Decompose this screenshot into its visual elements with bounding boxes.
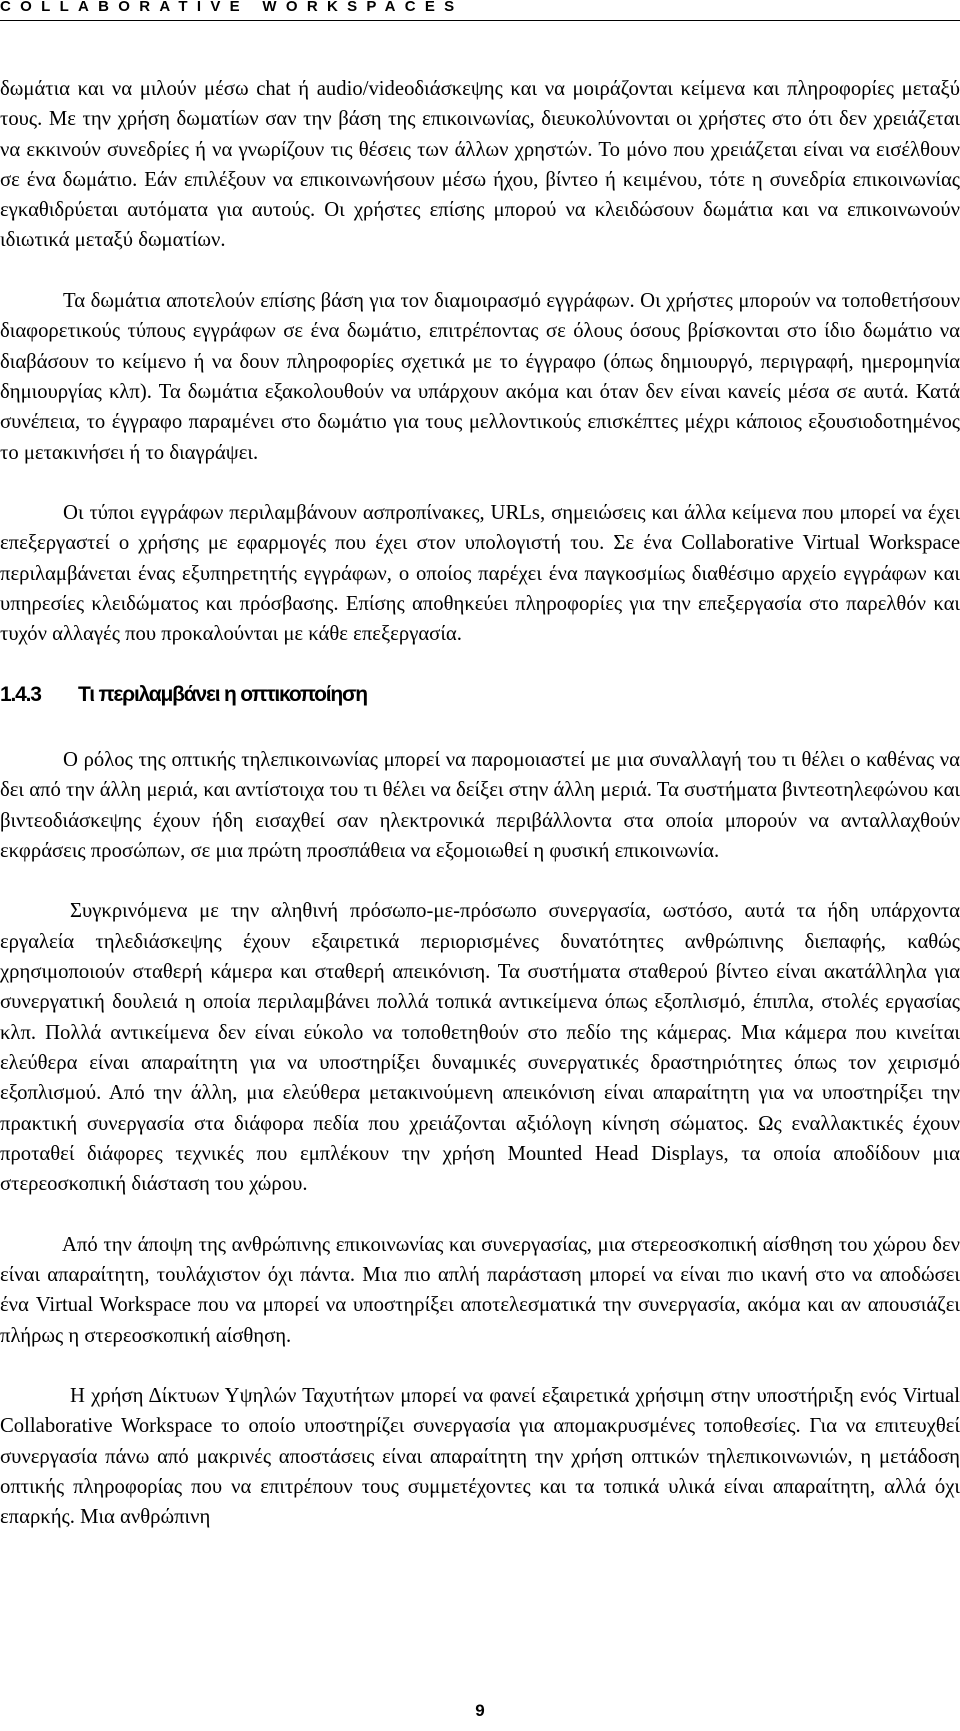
paragraph-visual-telecom-role: Ο ρόλος της οπτικής τηλεπικοινωνίας μπορεί να παρομοιαστεί με μια συναλλαγή του τι θέλει ο καθένας να δει από την άλλη μεριά, και αντίστοιχα του τι θέλει να δείξει στην άλλη μεριά. Τα συστήματα βιντεοτηλεφώνου και βιντεοδιάσκεψης έχουν ήδη εισαχθεί σαν ηλεκτρονικά περιβάλλοντα στα οποία μπορούν να ανταλλαχθούν εκφράσεις προσώπων, σε μια πρώτη προσπάθεια να εξομοιωθεί η φυσική επικοινωνία. <box>0 748 960 862</box>
section-title: Τι περιλαμβάνει η οπτικοποίηση <box>78 682 367 706</box>
paragraph-teleconference-limits: Συγκρινόμενα με την αληθινή πρόσωπο-με-πρόσωπο συνεργασία, ωστόσο, αυτά τα ήδη υπάρχοντα εργαλεία τηλεδιάσκεψης έχουν εξαιρετικά περιορισμένες δυνατότητες ανθρώπινης διεπαφής, καθώς χρησιμοποιούν σταθερή κάμερα και σταθερή απεικόνιση. Τα συστήματα σταθερού βίντεο είναι ακατάλληλα για συνεργατική δουλειά η οποία περιλαμβάνει πολλά τοπικά αντικείμενα όπως εξοπλισμό, έπιπλα, στολές εργασίας κλπ. Πολλά αντικείμενα δεν είναι εύκολο να τοποθετηθούν στο πεδίο της κάμερας. Μια κάμερα που κινείται ελεύθερα είναι απαραίτητη για να υποστηρίξει δυναμικές συνεργατικές δραστηριότητες όπως τον χειρισμό εξοπλισμού. Από την άλλη, μια ελεύθερα μετακινούμενη απεικόνιση είναι απαραίτητη για να υποστηρίξει την πρακτική συνεργασία στα διάφορα πεδία που χρειάζονται αξιόλογη κίνηση σώματος. Ως εναλλακτικές έχουν προταθεί διάφορες τεχνικές που εμπλέκουν την χρήση Mounted Head Displays, τα οποία αποδίδουν μια στερεοσκοπική διάσταση του χώρου. <box>0 900 960 1196</box>
paragraph-high-speed-networks: Η χρήση Δίκτυων Υψηλών Ταχυτήτων μπορεί να φανεί εξαιρετικά χρήσιμη στην υποστήριξη ενός Virtual Collaborative Workspace το οποίο υποστηρίζει συνεργασία για απομακρυσμένες τοποθεσίες. Για να επιτευχθεί συνεργασία πάνω από μακρινές αποστάσεις είναι απαραίτητη την χρήση οπτικών τηλεπικοινωνιών, η μετάδοση οπτικής πληροφορίας που να επιτρέπουν τους συμμετέχοντες και τα τοπικά υλικά είναι απαραίτητη, αλλά όχι επαρκής. Μια ανθρώπινη <box>0 1385 960 1529</box>
paragraph-document-sharing: Τα δωμάτια αποτελούν επίσης βάση για τον διαμοιρασμό εγγράφων. Οι χρήστες μπορούν να τοποθετήσουν διαφορετικούς τύπους εγγράφων σε ένα δωμάτιο, επιτρέποντας σε όλους όσους βρίσκονται στο ίδιο δωμάτιο να διαβάσουν το κείμενο ή να δουν πληροφορίες σχετικά με το έγγραφο (όπως δημιουργό, περιγραφή, ημερομηνία δημιουργίας κλπ). Τα δωμάτια εξακολουθούν να υπάρχουν ακόμα και όταν δεν είναι κανείς μέσα σε αυτά. Κατά συνέπεια, το έγγραφο παραμένει στο δωμάτιο για τους μελλοντικούς επισκέπτες μέχρι κάποιος εξουσιοδοτημένος το μετακινήσει ή το διαγράψει. <box>0 290 960 464</box>
running-header-title: COLLABORATIVE WORKSPACES <box>0 0 464 15</box>
header-rule <box>0 20 960 21</box>
paragraph-document-types: Οι τύποι εγγράφων περιλαμβάνουν ασπροπίνακες, URLs, σημειώσεις και άλλα κείμενα που μπορεί να έχει επεξεργαστεί ο χρήσης με εφαρμογές που έχει στον υπολογιστή του. Σε ένα Collaborative Virtual Workspace περιλαμβάνεται ένας εξυπηρετητής εγγράφων, ο οποίος παρέχει ένα παγκοσμίως διαθέσιμο αρχείο εγγράφων και υπηρεσίες κλειδώματος και πρόσβασης. Επίσης αποθηκεύει πληροφορίες για την επεξεργασία στο παρελθόν και τυχόν αλλαγές που προκαλούνται με κάθε επεξεργασία. <box>0 502 960 646</box>
section-number: 1.4.3 <box>0 682 41 706</box>
section-heading <box>0 680 960 710</box>
paragraph-rooms-communication: δωμάτια και να μιλούν μέσω chat ή audio/videoδιάσκεψης και να μοιράζονται κείμενα και πληροφορίες μεταξύ τους. Με την χρήση δωματίων σαν την βάση της επικοινωνίας, διευκολύνονται οι χρήστες στο ότι δεν χρειάζεται να εκκινούν συνεδρίες ή να γνωρίζουν τις θέσεις των άλλων χρηστών. Το μόνο που χρειάζεται είναι να εισέλθουν σε ένα δωμάτιο. Εάν επιλέξουν να επικοινωνήσουν μέσω ήχου, βίντεο ή κειμένου, τότε η συνεδρία επικοινωνίας εγκαθιδρύεται αυτόματα για αυτούς. Οι χρήστες επίσης μπορού να κλειδώσουν δωμάτια και να επικοινωνούν ιδιωτικά μεταξύ δωματίων. <box>0 78 960 252</box>
page-body <box>0 74 960 1563</box>
paragraph-stereoscopic-sense: Από την άποψη της ανθρώπινης επικοινωνίας και συνεργασίας, μια στερεοσκοπική αίσθηση του χώρου δεν είναι απαραίτητη, τουλάχιστον όχι πάντα. Μια πιο απλή παράσταση μπορεί να είναι πιο ικανή στο να αποδώσει ένα Virtual Workspace που να μπορεί να υποστηρίξει αποτελεσματικά την συνεργασία, ακόμα και αν απουσιάζει πλήρως η στερεοσκοπική αίσθηση. <box>0 1233 960 1347</box>
page-number: 9 <box>475 1701 485 1720</box>
